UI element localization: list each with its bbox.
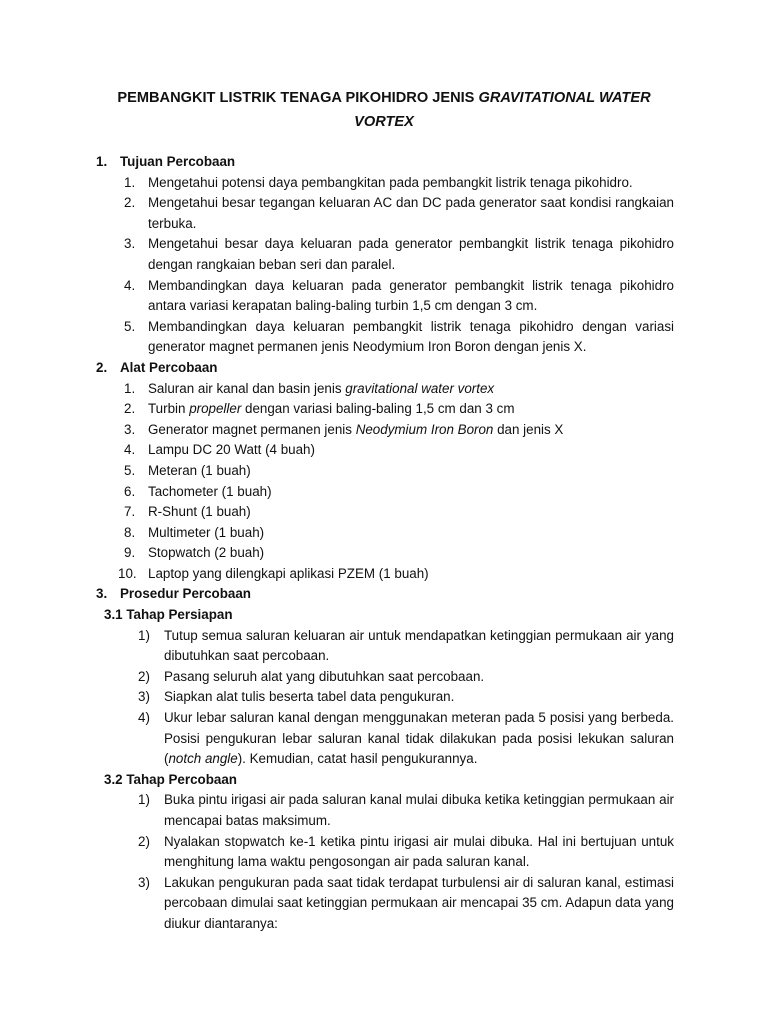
item-number: 4. bbox=[124, 277, 136, 293]
list-item bbox=[94, 482, 674, 503]
item-number: 8. bbox=[124, 524, 136, 540]
item-text: Ukur lebar saluran kanal dengan menggunakan meteran pada 5 posisi yang berbeda. Posisi pengukuran lebar saluran kanal tidak dilakukan pada posisi lekukan saluran ( bbox=[164, 710, 674, 767]
list-item bbox=[94, 276, 674, 317]
item-text: Lampu DC 20 Watt (4 buah) bbox=[148, 442, 315, 458]
item-number: 9. bbox=[124, 545, 136, 561]
item-italic: Neodymium Iron Boron bbox=[355, 421, 494, 437]
item-number: 1. bbox=[124, 380, 136, 396]
item-number: 4. bbox=[124, 442, 136, 458]
item-text: Meteran (1 buah) bbox=[148, 462, 251, 478]
list-item bbox=[94, 790, 674, 831]
item-number: 2. bbox=[124, 401, 136, 417]
section-heading-tujuan bbox=[94, 152, 674, 173]
list-item bbox=[94, 173, 674, 194]
list-item bbox=[94, 502, 674, 523]
list-item bbox=[94, 708, 674, 770]
section-heading-prosedur bbox=[94, 584, 674, 605]
item-text: Laptop yang dilengkapi aplikasi PZEM (1 buah) bbox=[148, 565, 429, 581]
item-text-tail: dengan variasi baling-baling 1,5 cm dan 3 cm bbox=[241, 401, 515, 417]
item-text: Mengetahui potensi daya pembangkitan pada pembangkit listrik tenaga pikohidro. bbox=[148, 174, 633, 190]
item-text: Generator magnet permanen jenis bbox=[148, 421, 356, 437]
alat-list bbox=[94, 379, 674, 585]
section-title: Alat Percobaan bbox=[120, 359, 218, 375]
item-number: 7. bbox=[124, 504, 136, 520]
item-text: Pasang seluruh alat yang dibutuhkan saat percobaan. bbox=[164, 668, 485, 684]
section-number: 3. bbox=[96, 586, 108, 602]
item-text: Nyalakan stopwatch ke-1 ketika pintu irigasi air mulai dibuka. Hal ini bertujuan untuk menghitung lama waktu pengosongan air pada saluran kanal. bbox=[164, 833, 674, 870]
list-item bbox=[94, 626, 674, 667]
item-text-tail: dan jenis X bbox=[493, 421, 564, 437]
item-text: Turbin bbox=[148, 401, 190, 417]
subsection-heading-percobaan: 3.2 Tahap Percobaan bbox=[104, 771, 237, 787]
item-number: 1. bbox=[124, 174, 136, 190]
list-item bbox=[94, 461, 674, 482]
item-text: Lakukan pengukuran pada saat tidak terdapat turbulensi air di saluran kanal, estimasi percobaan dimulai saat ketinggian permukaan air mencapai 35 cm. Adapun data yang diukur diantaranya: bbox=[164, 874, 674, 931]
subsection-heading-persiapan: 3.1 Tahap Persiapan bbox=[104, 607, 233, 623]
list-item bbox=[94, 317, 674, 358]
list-item bbox=[94, 832, 674, 873]
item-text: Buka pintu irigasi air pada saluran kanal mulai dibuka ketika ketinggian permukaan air mencapai batas maksimum. bbox=[164, 792, 674, 828]
item-text: Multimeter (1 buah) bbox=[148, 524, 265, 540]
item-number: 3) bbox=[138, 874, 150, 890]
item-text: Membandingkan daya keluaran pada generator pembangkit listrik tenaga pikohidro antara variasi kerapatan baling-baling turbin 1,5 cm dengan 3 cm. bbox=[148, 277, 674, 314]
list-item bbox=[94, 687, 674, 708]
item-text: Mengetahui besar tegangan keluaran AC dan DC pada generator saat kondisi rangkaian terbuka. bbox=[148, 195, 674, 231]
item-number: 2) bbox=[138, 833, 150, 849]
item-text: Saluran air kanal dan basin jenis bbox=[148, 380, 346, 396]
item-text: Stopwatch (2 buah) bbox=[148, 545, 265, 561]
list-item bbox=[94, 399, 674, 420]
item-number: 1) bbox=[138, 792, 150, 808]
percobaan-list bbox=[94, 790, 674, 934]
document-title bbox=[94, 86, 674, 134]
list-item bbox=[94, 523, 674, 544]
item-number: 4) bbox=[138, 710, 150, 726]
item-italic: gravitational water vortex bbox=[345, 380, 495, 396]
list-item bbox=[94, 379, 674, 400]
list-item bbox=[94, 440, 674, 461]
item-number: 3) bbox=[138, 689, 150, 705]
item-italic: propeller bbox=[189, 401, 242, 417]
item-number: 5. bbox=[124, 462, 136, 478]
item-italic: notch angle bbox=[168, 751, 238, 767]
item-text: R-Shunt (1 buah) bbox=[148, 504, 251, 520]
section-title: Prosedur Percobaan bbox=[120, 586, 251, 602]
list-item bbox=[94, 193, 674, 234]
section-number: 1. bbox=[96, 154, 108, 169]
item-text: Membandingkan daya keluaran pembangkit listrik tenaga pikohidro dengan variasi generator magnet permanen jenis Neodymium Iron Boron dengan jenis X. bbox=[148, 318, 674, 355]
item-text: Siapkan alat tulis beserta tabel data pengukuran. bbox=[164, 689, 455, 705]
item-text: Tutup semua saluran keluaran air untuk mendapatkan ketinggian permukaan air yang dibutuhkan saat percobaan. bbox=[164, 627, 674, 664]
title-text: PEMBANGKIT LISTRIK TENAGA PIKOHIDRO JENIS bbox=[117, 90, 479, 106]
list-item bbox=[94, 420, 674, 441]
item-number: 10. bbox=[118, 565, 137, 581]
item-number: 2) bbox=[138, 668, 150, 684]
item-text: Tachometer (1 buah) bbox=[148, 483, 272, 499]
section-number: 2. bbox=[96, 359, 108, 375]
list-item bbox=[94, 234, 674, 275]
section-title: Tujuan Percobaan bbox=[120, 154, 236, 169]
title-italic-text: GRAVITATIONAL WATER VORTEX bbox=[354, 90, 651, 130]
item-text-tail: ). Kemudian, catat hasil pengukurannya. bbox=[237, 751, 478, 767]
list-item bbox=[94, 564, 674, 585]
item-number: 1) bbox=[138, 627, 150, 643]
item-number: 3. bbox=[124, 236, 136, 252]
list-item bbox=[94, 873, 674, 935]
tujuan-list bbox=[94, 173, 674, 358]
item-number: 2. bbox=[124, 195, 136, 211]
item-text: Mengetahui besar daya keluaran pada generator pembangkit listrik tenaga pikohidro dengan rangkaian beban seri dan paralel. bbox=[148, 236, 674, 272]
list-item bbox=[94, 667, 674, 688]
item-number: 6. bbox=[124, 483, 136, 499]
list-item bbox=[94, 543, 674, 564]
section-heading-alat bbox=[94, 358, 674, 379]
item-number: 3. bbox=[124, 421, 136, 437]
item-number: 5. bbox=[124, 318, 136, 334]
persiapan-list bbox=[94, 626, 674, 770]
